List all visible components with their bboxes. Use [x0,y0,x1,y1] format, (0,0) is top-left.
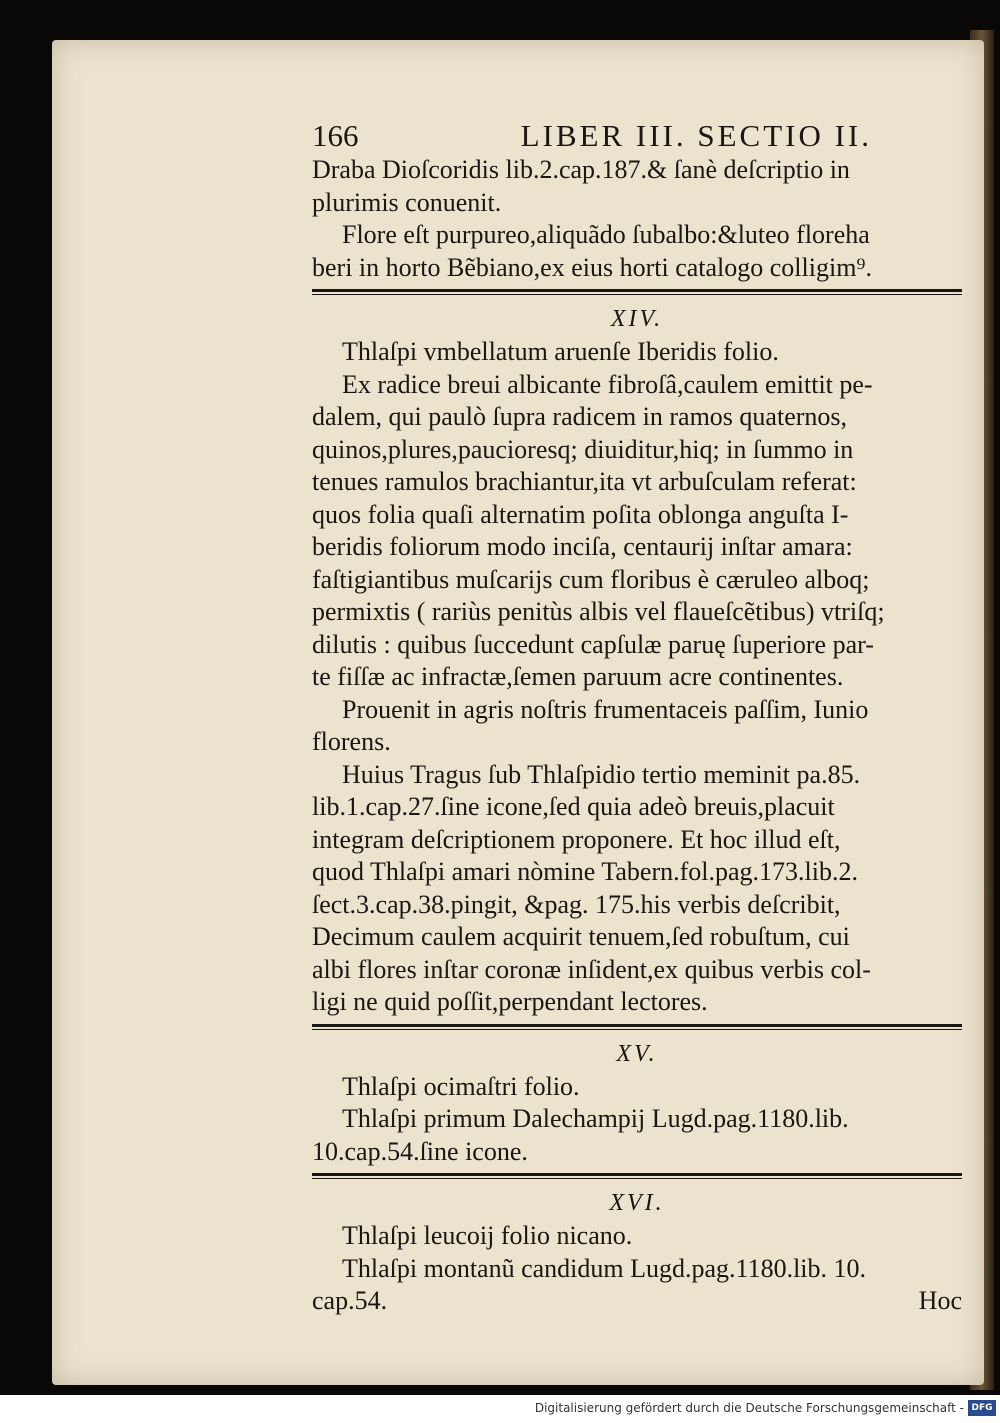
text-line: faſtigiantibus muſcarijs cum floribus è cæruleo alboq; [312,564,870,594]
section-number: XV. [616,1040,658,1067]
text-line: Draba Dioſcoridis lib.2.cap.187.& ſanè deſcriptio in [312,155,850,184]
text-line: Prouenit in agris noſtris frumentaceis paſſim, Iunio [342,694,869,724]
text-line: plurimis conuenit. [312,187,502,217]
text-line: Thlaſpi montanũ candidum Lugd.pag.1180.lib. 10. [342,1253,867,1283]
text-line: quinos,plures,paucioresq; diuiditur,hiq; in ſummo in [312,434,854,464]
catchword: Hoc [918,1286,962,1315]
page-number: 166 [312,118,359,153]
footer-credit: Digitalisierung gefördert durch die Deutsche Forschungsgemeinschaft - [534,1401,964,1415]
section-title: Thlaſpi ocimaſtri folio. [342,1071,580,1101]
section-rule [312,1172,962,1180]
section-title: Thlaſpi leucoij folio nicano. [342,1221,633,1250]
text-line: permixtis ( rariùs penitùs albis vel flaueſcẽtibus) vtriſq; [312,597,885,626]
text-line: quod Thlaſpi amari nòmine Tabern.fol.pag.173.lib.2. [312,857,858,886]
section-number: XIV. [610,306,664,332]
section-number: XVI. [609,1190,665,1216]
text-line: integram deſcriptionem proponere. Et hoc illud eſt, [312,824,841,854]
text-line: dalem, qui paulò ſupra radicem in ramos quaternos, [312,402,848,431]
text-line: albi flores inſtar coronæ inſident,ex quibus verbis col- [312,954,871,984]
page-text [312,112,962,1318]
dfg-logo: DFG [968,1400,996,1416]
running-header [312,112,872,154]
text-line: 10.cap.54.ſine icone. [312,1136,528,1166]
text-line: beri in horto Bẽbiano,ex eius horti catalogo colligim⁹. [312,252,872,282]
running-title: LIBER III. SECTIO II. [520,118,872,153]
text-line: Thlaſpi primum Dalechampij Lugd.pag.1180.lib. [342,1104,849,1133]
text-line: cap.54. [312,1286,388,1315]
text-line: ſect.3.cap.38.pingit, &pag. 175.his verbis deſcribit, [312,889,841,919]
section-title: Thlaſpi vmbellatum aruenſe Iberidis folio. [342,337,779,366]
text-line-with-catchword [312,1285,962,1318]
text-line: Ex radice breui albicante fibroſâ,caulem emittit pe- [342,369,873,399]
text-line: Flore eſt purpureo,aliquãdo ſubalbo:&luteo floreha [342,220,870,249]
text-line: beridis foliorum modo inciſa, centaurij inſtar amara: [312,532,853,561]
text-line: Decimum caulem acquirit tenuem,ſed robuſtum, cui [312,922,850,951]
text-line: ligi ne quid poſſit,perpendant lectores. [312,987,708,1016]
text-line: Huius Tragus ſub Thlaſpidio tertio meminit pa.85. [342,759,861,789]
text-line: tenues ramulos brachiantur,ita vt arbuſculam referat: [312,467,857,496]
text-line: quos folia quaſi alternatim poſita oblonga anguſta I- [312,499,849,529]
text-line: te fiſſæ ac infractæ,ſemen paruum acre continentes. [312,662,844,691]
section-rule [312,288,962,296]
text-line: dilutis : quibus ſuccedunt capſulæ paruę ſuperiore par- [312,629,874,659]
text-line: lib.1.cap.27.ſine icone,ſed quia adeò breuis,placuit [312,792,835,821]
section-rule [312,1023,962,1031]
text-line: florens. [312,727,391,756]
footer-bar [0,1395,1000,1423]
